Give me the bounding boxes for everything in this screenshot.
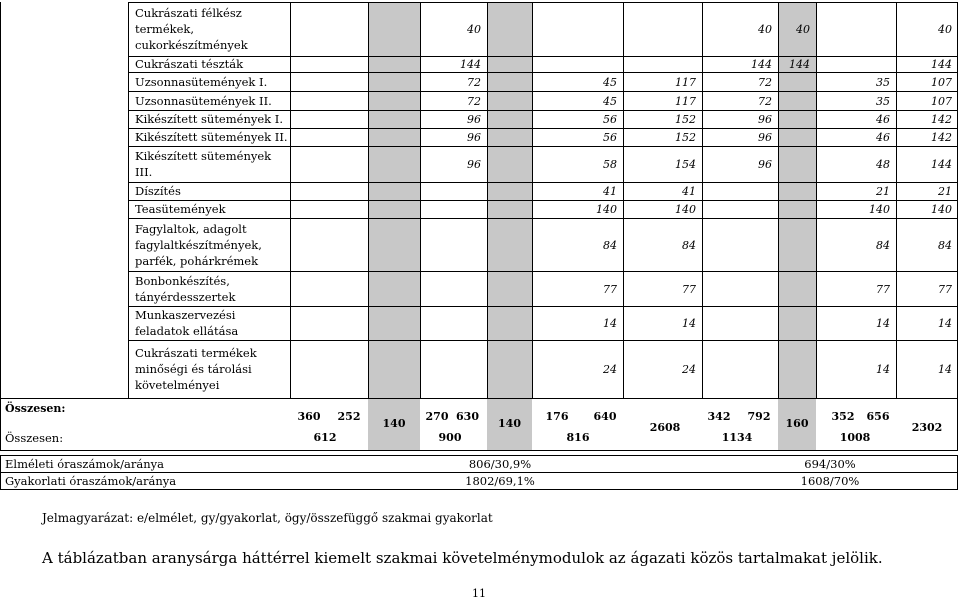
row-value: 142 <box>931 131 952 144</box>
theory-ratio-a: 806/30,9% <box>468 457 532 471</box>
row-label: minőségi és tárolási <box>135 362 252 376</box>
row-value: 40 <box>467 23 481 36</box>
row-value: 140 <box>869 203 890 216</box>
row-value: 41 <box>682 185 696 198</box>
row-value: 40 <box>938 23 952 36</box>
row-value: 72 <box>758 94 772 108</box>
row-value: 14 <box>938 317 952 330</box>
row-value: 24 <box>603 363 617 376</box>
row-label: parfék, pohárkrémek <box>135 253 259 268</box>
row-value: 45 <box>603 75 617 89</box>
row-value: 107 <box>931 94 952 108</box>
row-value: 77 <box>603 282 617 296</box>
row-label: Cukrászati tészták <box>135 57 244 71</box>
row-value: 35 <box>876 94 890 108</box>
row-label: Kikészített sütemények I. <box>135 112 283 126</box>
practice-ratio-a: 1802/69,1% <box>465 474 535 488</box>
row-divider <box>128 182 958 183</box>
row-value: 96 <box>467 113 481 126</box>
row-divider <box>128 200 958 201</box>
row-value: 40 <box>758 23 772 36</box>
row-value: 14 <box>938 363 952 376</box>
row-divider <box>128 2 958 3</box>
practice-label: Gyakorlati óraszámok/aránya <box>5 474 177 488</box>
row-label: Teasütemények <box>135 202 226 216</box>
summary-e2: 270 <box>425 410 449 423</box>
row-value: 56 <box>603 131 617 144</box>
row-label: Cukrászati termékek <box>135 346 257 360</box>
row-label: Uzsonnasütemények II. <box>135 93 272 108</box>
row-label: Kikészített sütemények II. <box>135 130 288 144</box>
summary-g1: 252 <box>337 410 361 423</box>
summary-s1: 140 <box>382 417 406 430</box>
row-label: Bonbonkészítés, <box>135 273 230 288</box>
row-value: 46 <box>876 131 890 144</box>
row-label: Kikészített sütemények <box>135 149 272 163</box>
summary-y4: 1134 <box>721 431 753 444</box>
row-value: 107 <box>931 75 952 89</box>
row-value: 58 <box>603 158 617 171</box>
summary-label-1: Összesen: <box>5 402 66 415</box>
row-value: 96 <box>467 158 481 171</box>
row-label: Munkaszervezési <box>135 308 236 322</box>
summary-g3: 640 <box>593 410 617 423</box>
summary-s4: 160 <box>785 417 809 430</box>
row-value: 96 <box>467 131 481 144</box>
row-value: 96 <box>758 158 772 171</box>
practice-ratio-b: 1608/70% <box>800 474 860 488</box>
row-value: 152 <box>675 131 696 144</box>
row-value: 45 <box>603 94 617 108</box>
row-value: 84 <box>603 238 617 252</box>
theory-ratio-b: 694/30% <box>804 457 856 471</box>
page-number: 11 <box>472 587 486 600</box>
row-value: 48 <box>876 158 890 171</box>
theory-label: Elméleti óraszámok/aránya <box>5 457 164 471</box>
summary-label-2: Összesen: <box>5 431 64 445</box>
row-value: 40 <box>796 23 810 36</box>
row-value: 140 <box>675 203 696 216</box>
summary-e5: 352 <box>831 410 855 423</box>
summary-e3: 176 <box>545 410 569 423</box>
row-divider <box>128 340 958 341</box>
summary-t3: 2608 <box>649 421 681 434</box>
row-value: 154 <box>675 158 696 171</box>
summary-y5: 1008 <box>839 431 871 444</box>
row-value: 46 <box>876 113 890 126</box>
row-label: Díszítés <box>135 184 181 198</box>
row-value: 77 <box>682 282 696 296</box>
row-value: 21 <box>876 185 890 198</box>
row-value: 96 <box>758 131 772 144</box>
row-value: 152 <box>675 113 696 126</box>
row-value: 96 <box>758 113 772 126</box>
row-value: 117 <box>675 94 696 108</box>
summary-y3: 816 <box>566 431 590 444</box>
row-label: fagylaltkészítmények, <box>135 237 262 252</box>
row-value: 84 <box>876 238 890 252</box>
summary-e1: 360 <box>297 410 321 423</box>
row-value: 72 <box>467 94 481 108</box>
row-value: 77 <box>876 282 890 296</box>
row-value: 35 <box>876 75 890 89</box>
row-value: 144 <box>751 58 772 71</box>
row-label: III. <box>135 165 153 179</box>
note-text: A táblázatban aranysárga háttérrel kiemelt szakmai követelménymodulok az ágazati közös tartalmakat jelölik. <box>42 549 883 567</box>
row-divider <box>128 56 958 57</box>
row-value: 14 <box>876 317 890 330</box>
row-value: 77 <box>938 282 952 296</box>
row-label: tányérdesszertek <box>135 289 236 304</box>
row-value: 144 <box>789 58 810 71</box>
row-divider <box>128 146 958 147</box>
row-value: 144 <box>931 58 952 71</box>
summary-t5: 2302 <box>911 421 943 434</box>
row-label: feladatok ellátása <box>135 324 239 338</box>
row-value: 72 <box>758 75 772 89</box>
row-value: 14 <box>876 363 890 376</box>
row-value: 140 <box>931 203 952 216</box>
row-label: cukorkészítmények <box>135 38 248 52</box>
summary-y2: 900 <box>438 431 462 444</box>
row-label: követelményei <box>135 378 220 392</box>
row-value: 72 <box>467 75 481 89</box>
row-value: 21 <box>938 185 952 198</box>
row-value: 24 <box>682 363 696 376</box>
row-divider <box>128 306 958 307</box>
summary-e4: 342 <box>707 410 731 423</box>
row-value: 84 <box>682 238 696 252</box>
row-value: 84 <box>938 238 952 252</box>
column-divider <box>0 2 1 398</box>
row-value: 140 <box>596 203 617 216</box>
summary-g4: 792 <box>747 410 771 423</box>
legend-text: Jelmagyarázat: e/elmélet, gy/gyakorlat, ögy/összefüggő szakmai gyakorlat <box>42 511 493 525</box>
row-divider <box>128 218 958 219</box>
row-value: 14 <box>682 317 696 330</box>
row-label: Uzsonnasütemények I. <box>135 74 268 89</box>
summary-g2: 630 <box>456 410 479 423</box>
summary-y1: 612 <box>313 431 337 444</box>
row-value: 117 <box>675 75 696 89</box>
summary-s2: 140 <box>498 417 521 430</box>
row-value: 144 <box>460 58 481 71</box>
row-value: 56 <box>603 113 617 126</box>
summary-g5: 656 <box>866 410 890 423</box>
row-divider <box>128 271 958 272</box>
row-value: 14 <box>603 317 617 330</box>
row-value: 144 <box>931 158 952 171</box>
row-label: Fagylaltok, adagolt <box>135 221 247 236</box>
row-value: 41 <box>603 185 617 198</box>
row-label: termékek, <box>135 22 195 36</box>
row-label: Cukrászati félkész <box>135 6 242 20</box>
row-value: 142 <box>931 113 952 126</box>
